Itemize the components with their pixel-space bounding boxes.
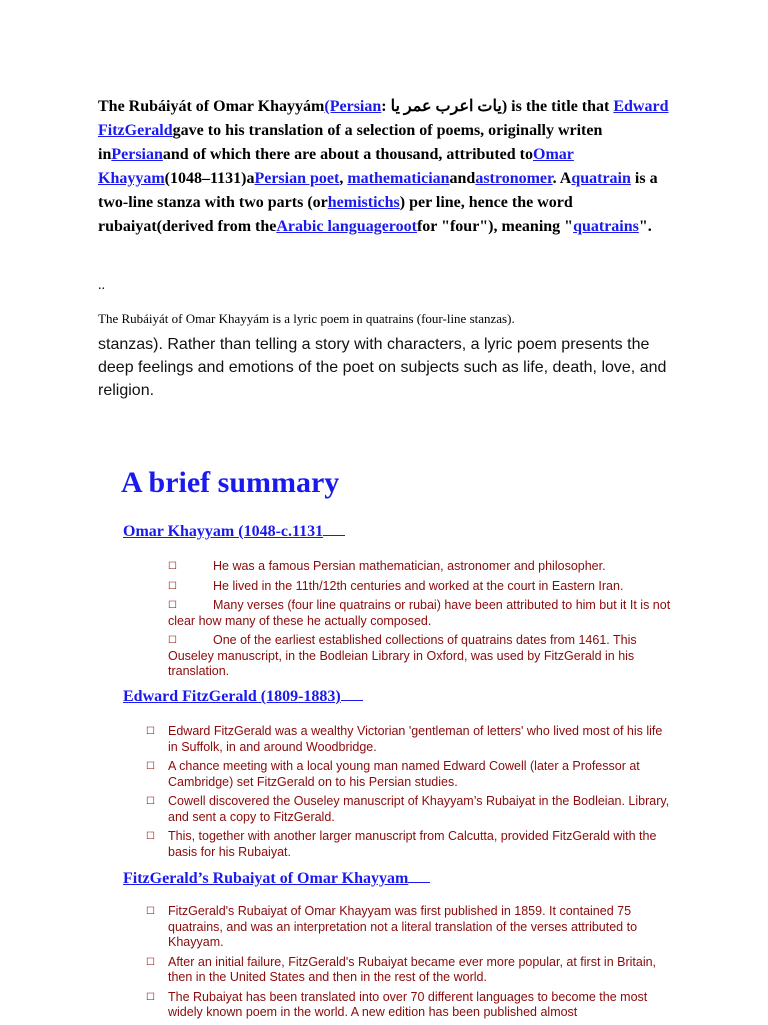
section-list-fitzgerald-rubaiyat bbox=[146, 904, 671, 1025]
intro-text: The Rubáiyát of Omar Khayyám bbox=[98, 98, 325, 115]
list-item bbox=[168, 598, 673, 629]
list-item bbox=[168, 559, 673, 575]
intro-text: and bbox=[449, 170, 476, 187]
list-item bbox=[146, 904, 671, 951]
checkbox-bullet-icon: ☐ bbox=[146, 831, 155, 842]
checkbox-bullet-icon: ☐ bbox=[168, 561, 177, 572]
summary-title: A brief summary bbox=[121, 466, 340, 499]
intro-text: (1048–1131)a bbox=[164, 170, 255, 187]
list-item bbox=[146, 794, 671, 825]
list-item-text: Cowell discovered the Ouseley manuscript of Khayyam’s Rubaiyat in the Bodleian. Library, and sent a copy to FitzGerald. bbox=[168, 794, 670, 824]
checkbox-bullet-icon: ☐ bbox=[168, 635, 177, 646]
link-edward-fitzgerald[interactable]: Edward FitzGerald bbox=[98, 98, 669, 139]
intro-text: gave to his translation of a selection of poems, originally writen in bbox=[98, 122, 603, 163]
list-item bbox=[146, 759, 671, 790]
list-item-text: This, together with another larger manuscript from Calcutta, provided FitzGerald with the basis for his Rubaiyat. bbox=[168, 829, 657, 859]
list-item bbox=[146, 829, 671, 860]
list-item-text: A chance meeting with a local young man named Edward Cowell (later a Professor at Cambridge) set FitzGerald on to his Persian studies. bbox=[168, 759, 640, 789]
link-persian-poet[interactable]: Persian poet bbox=[254, 170, 340, 187]
section-list-edward-fitzgerald bbox=[146, 724, 671, 864]
intro-text: . A bbox=[552, 170, 572, 187]
link-quatrains[interactable]: quatrains bbox=[573, 218, 639, 235]
lyric-poem-sentence: The Rubáiyát of Omar Khayyám is a lyric poem in quatrains (four-line stanzas). bbox=[98, 311, 515, 326]
link-mathematician[interactable]: mathematician bbox=[347, 170, 450, 187]
intro-text: ". bbox=[638, 218, 652, 235]
intro-text: : bbox=[381, 98, 391, 115]
heading-underline bbox=[408, 881, 430, 883]
checkbox-bullet-icon: ☐ bbox=[146, 906, 155, 917]
intro-text: is a two-line stanza with two parts (or bbox=[98, 170, 658, 211]
list-item bbox=[146, 724, 671, 755]
section-heading-edward-fitzgerald bbox=[123, 688, 363, 706]
section-heading-text: FitzGerald’s Rubaiyat of Omar Khayyam bbox=[123, 870, 409, 887]
heading-underline bbox=[341, 699, 363, 701]
list-item-text: After an initial failure, FitzGerald's Rubaiyat became ever more popular, at first in Britain, then in the United States and then in the rest of the world. bbox=[168, 954, 657, 984]
link-root[interactable]: root bbox=[388, 218, 417, 235]
intro-text: for "four"), meaning " bbox=[416, 218, 574, 235]
link-persian-paren[interactable]: (Persian bbox=[324, 98, 382, 115]
separator-dots: .. bbox=[98, 278, 105, 293]
checkbox-bullet-icon: ☐ bbox=[146, 761, 155, 772]
section-heading-text: Omar Khayyam (1048-c.1131 bbox=[123, 523, 324, 540]
persian-title-text: یات اعرب عمر یا bbox=[390, 98, 502, 115]
list-item-text: FitzGerald's Rubaiyat of Omar Khayyam was first published in 1859. It contained 75 quatrains, and was an interpretation not a literal translation of the verses attributed to Khayyam. bbox=[168, 904, 638, 949]
list-item bbox=[168, 633, 673, 680]
list-item-text: Many verses (four line quatrains or rubai) have been attributed to him but it It is not clear how many of these he actually composed. bbox=[168, 598, 671, 628]
list-item-text: He lived in the 11th/12th centuries and worked at the court in Eastern Iran. bbox=[213, 578, 624, 593]
link-hemistichs[interactable]: hemistichs bbox=[327, 194, 400, 211]
checkbox-bullet-icon: ☐ bbox=[146, 726, 155, 737]
list-item-text: Edward FitzGerald was a wealthy Victorian 'gentleman of letters' who lived most of his life in Suffolk, in and around Woodbridge. bbox=[168, 724, 663, 754]
checkbox-bullet-icon: ☐ bbox=[168, 580, 177, 592]
intro-text: , bbox=[339, 170, 348, 187]
checkbox-bullet-icon: ☐ bbox=[146, 796, 155, 807]
link-astronomer[interactable]: astronomer bbox=[475, 170, 553, 187]
lyric-poem-paragraph: stanzas). Rather than telling a story with characters, a lyric poem presents the deep feelings and emotions of the poet on subjects such as life, death, love, and religion. bbox=[98, 336, 667, 399]
section-heading-text: Edward FitzGerald (1809-1883) bbox=[123, 688, 341, 705]
section-heading-fitzgerald-rubaiyat bbox=[123, 870, 430, 888]
checkbox-bullet-icon: ☐ bbox=[168, 600, 177, 611]
heading-underline bbox=[323, 534, 345, 536]
checkbox-bullet-icon: ☐ bbox=[146, 956, 155, 968]
intro-text: ) per line, hence the word rubaiyat(derived from the bbox=[98, 194, 573, 235]
list-item bbox=[168, 579, 673, 595]
intro-paragraph bbox=[98, 95, 683, 239]
intro-text: ) is the title that bbox=[501, 98, 614, 115]
list-item bbox=[146, 990, 671, 1021]
checkbox-bullet-icon: ☐ bbox=[146, 991, 155, 1003]
link-arabic-language[interactable]: Arabic language bbox=[276, 218, 389, 235]
list-item bbox=[146, 955, 671, 986]
list-item-text: One of the earliest established collections of quatrains dates from 1461. This Ouseley manuscript, in the Bodleian Library in Oxford, was used by FitzGerald in his translation. bbox=[168, 633, 637, 678]
list-item-text: He was a famous Persian mathematician, astronomer and philosopher. bbox=[213, 559, 606, 573]
link-omar-khayyam[interactable]: Omar Khayyam bbox=[98, 146, 574, 187]
section-heading-omar-khayyam bbox=[123, 523, 345, 541]
intro-text: and of which there are about a thousand, attributed to bbox=[162, 146, 533, 163]
section-list-omar-khayyam bbox=[168, 559, 673, 684]
list-item-text: The Rubaiyat has been translated into over 70 different languages to become the most widely known poem in the world. A new edition has been published almost bbox=[168, 989, 648, 1019]
link-quatrain[interactable]: quatrain bbox=[571, 170, 631, 187]
link-persian[interactable]: Persian bbox=[111, 146, 163, 163]
